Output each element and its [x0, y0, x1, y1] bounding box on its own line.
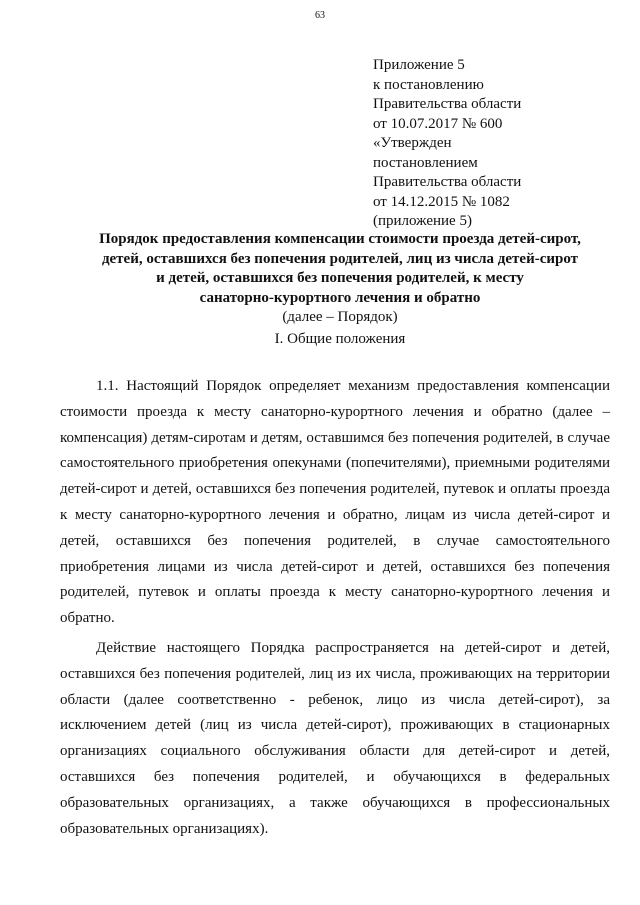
appendix-block [373, 56, 623, 232]
document-subtitle: (далее – Порядок) [282, 309, 398, 325]
appendix-line: от 14.12.2015 № 1082 [373, 193, 510, 210]
body-text [60, 374, 610, 842]
appendix-line: Правительства области [373, 174, 522, 190]
paragraph: Действие настоящего Порядка распространяется на детей-сирот и детей, оставшихся без попечения родителей, лиц из их числа, проживающих на территории области (далее соответственно - ребенок, лицо из числа детей-сирот), за исключением детей (лиц из числа детей-сирот), проживающих в стационарных организациях социального обслуживания области для детей-сирот и детей, оставшихся без попечения родителей, и обучающихся в федеральных образовательных организациях, а также обучающихся в профессиональных образовательных организациях). [60, 639, 610, 837]
section-heading: I. Общие положения [274, 331, 406, 347]
paragraph: 1.1. Настоящий Порядок определяет механизм предоставления компенсации стоимости проезда к месту санаторно-курортного лечения и обратно (далее – компенсация) детям-сиротам и детям, оставшимся без попечения родителей, в случае самостоятельного приобретения опекунами (попечителями), приемными родителями детей-сирот и детей, оставшихся без попечения родителей, путевок и оплаты проезда к месту санаторно-курортного лечения и обратно, лицам из числа детей-сирот и детей, оставшихся без попечения родителей, в случае самостоятельного приобретения лицами из числа детей-сирот и детей, оставшихся без попечения родителей, путевок и оплаты проезда к месту санаторно-курортного лечения и обратно. [60, 378, 610, 627]
title-line: санаторно-курортного лечения и обратно [199, 289, 481, 306]
page-number: 63 [315, 10, 325, 21]
appendix-line: к постановлению [373, 76, 484, 93]
document-title [60, 230, 620, 328]
appendix-line: от 10.07.2017 № 600 [373, 115, 503, 132]
title-line: Порядок предоставления компенсации стоимости проезда детей-сирот, [99, 231, 581, 247]
appendix-line: (приложение 5) [373, 213, 472, 229]
title-line: детей, оставшихся без попечения родителей, лиц из числа детей-сирот [101, 250, 579, 267]
appendix-line: Правительства области [373, 96, 522, 112]
appendix-line: «Утвержден [373, 135, 452, 151]
appendix-line: постановлением [373, 154, 478, 171]
appendix-line: Приложение 5 [373, 57, 465, 73]
title-line: и детей, оставшихся без попечения родителей, к месту [156, 270, 524, 286]
